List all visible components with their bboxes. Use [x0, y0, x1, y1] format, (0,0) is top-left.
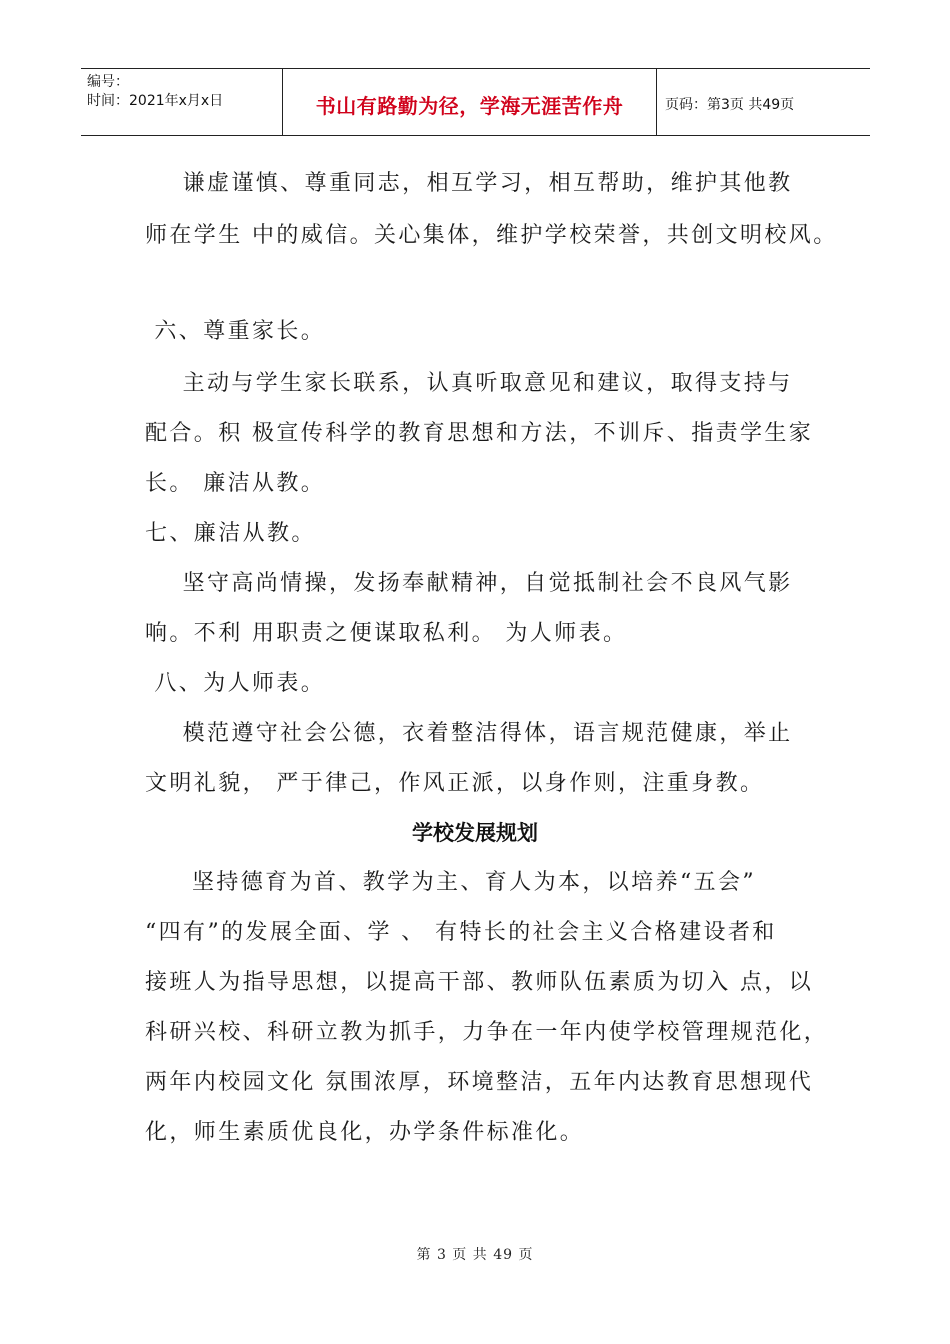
page-footer: 第 3 页 共 49 页 — [416, 1247, 534, 1263]
plan-line: 接班人为指导思想，以提高干部、教师队伍素质为切入 点，以 — [145, 970, 814, 995]
time-label: 时间：2021年x月x日 — [87, 93, 224, 109]
header-page-info: 页码：第3页 共49页 — [665, 97, 795, 113]
body-line: 七、廉洁从教。 — [145, 521, 316, 546]
body-line: 文明礼貌， 严于律己，作风正派，以身作则，注重身教。 — [145, 771, 765, 796]
body-line: 坚守高尚情操，发扬奉献精神，自觉抵制社会不良风气影 — [145, 571, 793, 596]
plan-line: 科研兴校、科研立教为抓手，力争在一年内使学校管理规范化， — [145, 1020, 829, 1045]
body-line: 主动与学生家长联系，认真听取意见和建议，取得支持与 — [145, 371, 793, 396]
body-line: 长。 廉洁从教。 — [145, 471, 326, 496]
body-line: 谦虚谨慎、尊重同志，相互学习，相互帮助，维护其他教 — [145, 171, 793, 196]
plan-line: 坚持德育为首、教学为主、育人为本，以培养“五会” — [145, 870, 757, 895]
body-line: 配合。积 极宣传科学的教育思想和方法，不训斥、指责学生家 — [145, 421, 814, 446]
plan-line: 两年内校园文化 氛围浓厚，环境整洁，五年内达教育思想现代 — [145, 1070, 814, 1095]
header-motto: 书山有路勤为径，学海无涯苦作舟 — [283, 69, 657, 135]
body-line: 六、尊重家长。 — [145, 319, 326, 344]
section-title: 学校发展规划 — [412, 821, 538, 845]
doc-number-label: 编号： — [87, 74, 129, 90]
header-meta — [81, 69, 283, 135]
plan-line: 化，师生素质优良化，办学条件标准化。 — [145, 1120, 585, 1145]
body-line: 模范遵守社会公德，衣着整洁得体，语言规范健康，举止 — [145, 721, 793, 746]
body-line: 八、为人师表。 — [145, 671, 326, 696]
body-line: 师在学生 中的威信。关心集体，维护学校荣誉，共创文明校风。 — [145, 223, 838, 248]
body-line: 响。不利 用职责之便谋取私利。 为人师表。 — [145, 621, 628, 646]
plan-line: “四有”的发展全面、学 、 有特长的社会主义合格建设者和 — [145, 920, 777, 945]
page-header — [81, 68, 870, 136]
